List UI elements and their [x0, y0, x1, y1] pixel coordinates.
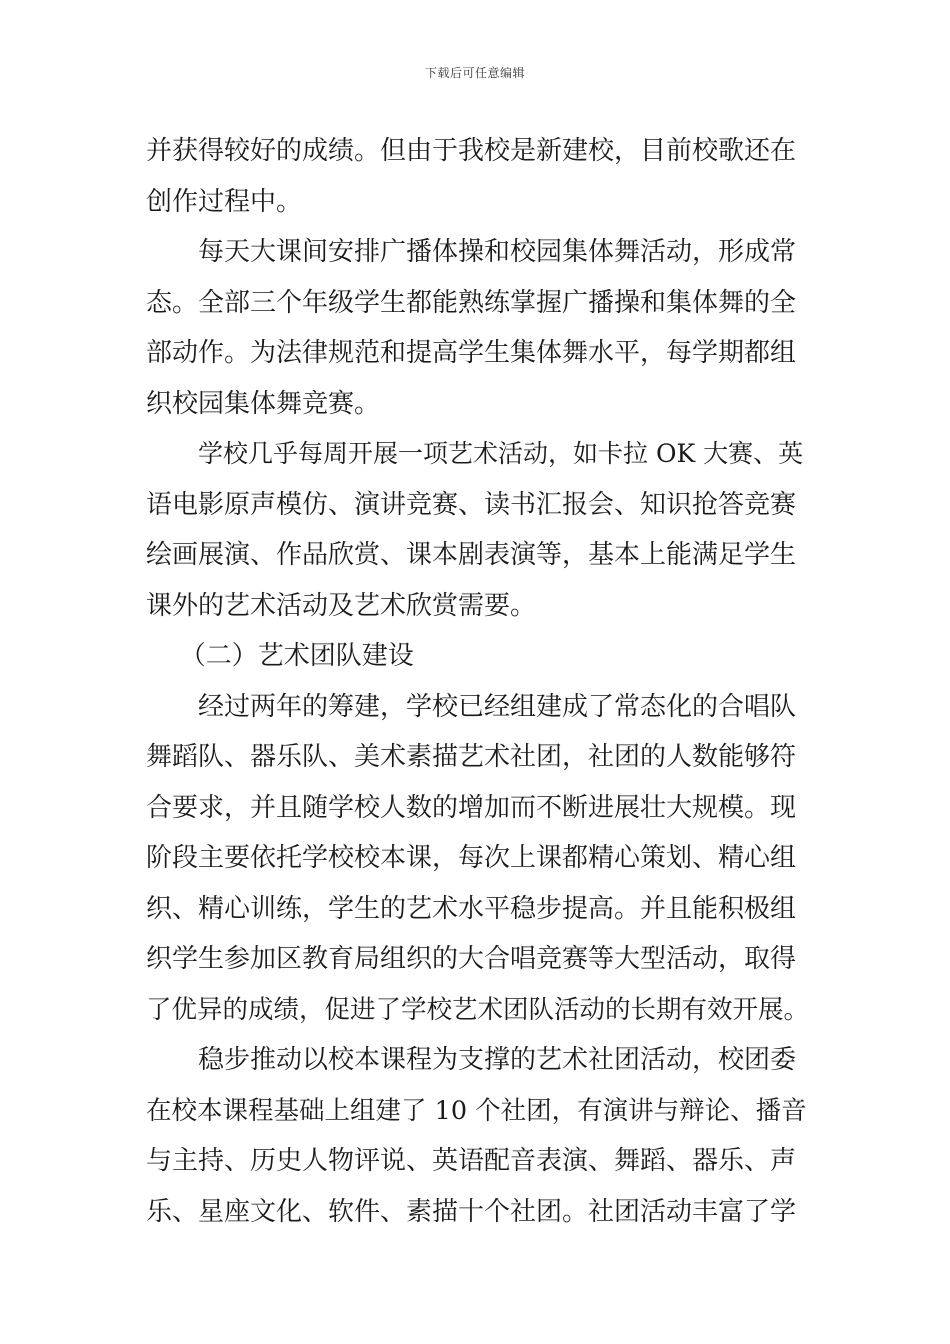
text-line: 学校几乎每周开展一项艺术活动，如卡拉 OK 大赛、英 [198, 439, 804, 468]
text-line: 舞蹈队、器乐队、美术素描艺术社团，社团的人数能够符 [146, 742, 797, 772]
text-line: 部动作。为法律规范和提高学生集体舞水平，每学期都组 [146, 338, 797, 368]
text-line: 合要求，并且随学校人数的增加而不断进展壮大规模。现 [146, 792, 797, 823]
text-line: 并获得较好的成绩。但由于我校是新建校，目前校歌还在 [146, 136, 797, 166]
page-header: 下载后可任意编辑 [424, 66, 525, 80]
text-line: 绘画展演、作品欣赏、课本剧表演等，基本上能满足学生 [146, 540, 797, 570]
text-line: 与主持、历史人物评说、英语配音表演、舞蹈、器乐、声 [146, 1146, 797, 1176]
text-line: 稳步推动以校本课程为支撑的艺术社团活动，校团委 [198, 1045, 797, 1075]
text-line: 态。全部三个年级学生都能熟练掌握广播操和集体舞的全 [146, 287, 797, 318]
text-line: 织、精心训练，学生的艺术水平稳步提高。并且能积极组 [146, 893, 797, 924]
text-line: 每天大课间安排广播体操和校园集体舞活动，形成常 [198, 237, 797, 267]
text-line: 创作过程中。 [146, 186, 303, 217]
text-line: 语电影原声模仿、演讲竞赛、读书汇报会、知识抢答竞赛 [146, 489, 797, 520]
text-line: 织学生参加区教育局组织的大合唱竞赛等大型活动，取得 [146, 944, 797, 974]
text-line: 了优异的成绩，促进了学校艺术团队活动的长期有效开展。 [146, 994, 810, 1025]
text-line: 课外的艺术活动及艺术欣赏需要。 [146, 590, 537, 621]
text-line: 在校本课程基础上组建了 10 个社团，有演讲与辩论、播音 [146, 1095, 807, 1126]
text-line: （二）艺术团队建设 [179, 641, 414, 671]
text-line: 乐、星座文化、软件、素描十个社团。社团活动丰富了学 [146, 1196, 797, 1227]
text-line: 阶段主要依托学校校本课，每次上课都精心策划、精心组 [146, 843, 797, 873]
text-line: 织校园集体舞竞赛。 [146, 388, 381, 419]
text-line: 经过两年的筹建，学校已经组建成了常态化的合唱队 [198, 691, 797, 722]
document-body [146, 126, 810, 1237]
